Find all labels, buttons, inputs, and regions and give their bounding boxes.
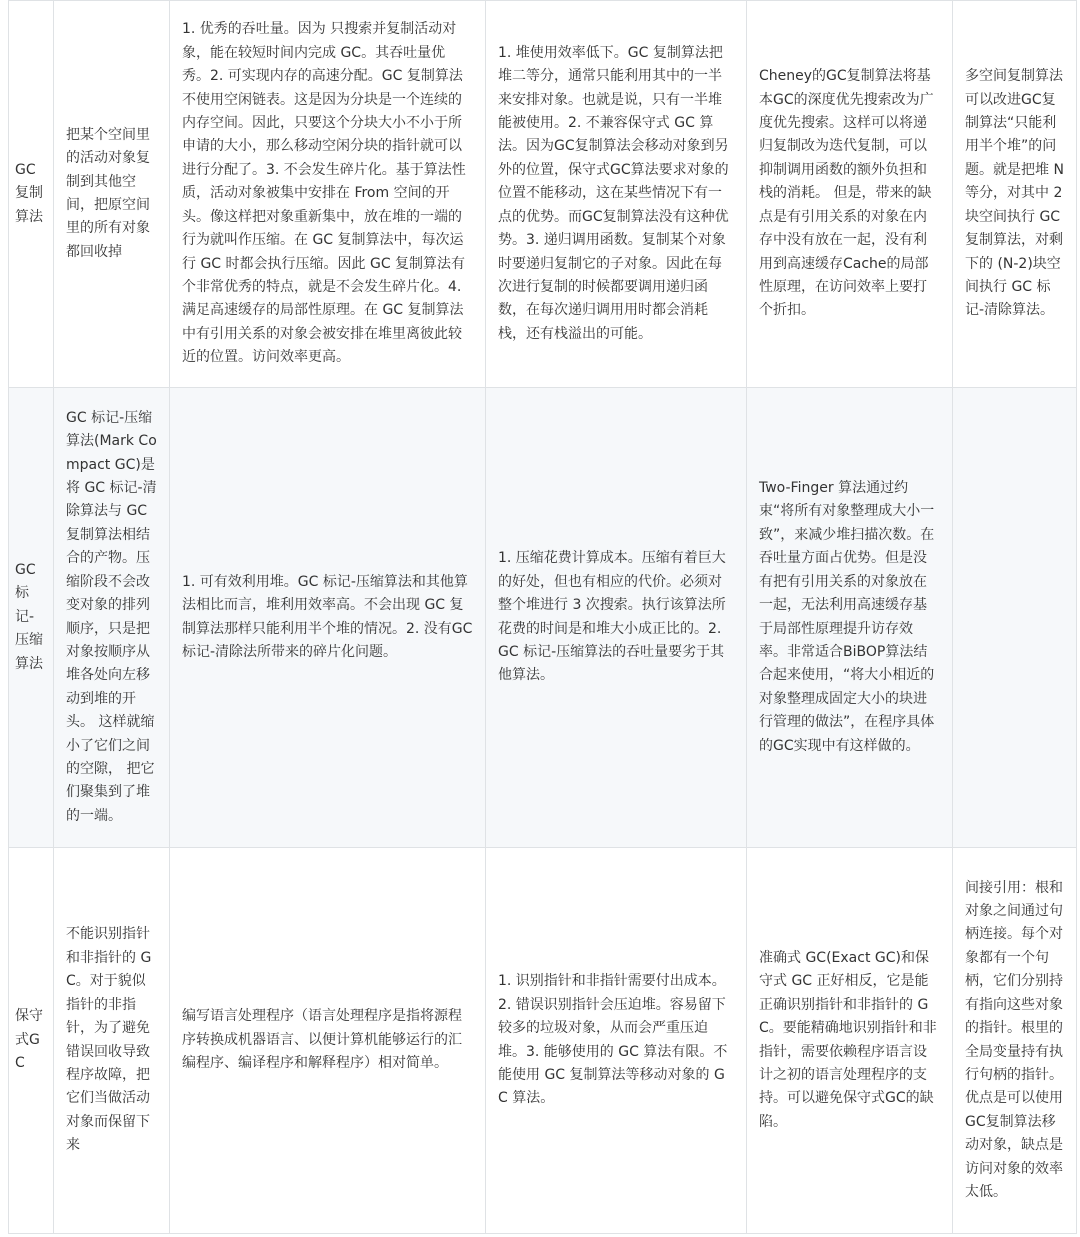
improvement-alt-cell: [953, 388, 1077, 848]
description-cell: GC 标记-压缩算法(Mark Compact GC)是将 GC 标记-清除算法与 GC 复制算法相结合的产物。压缩阶段不会改变对象的排列顺序，只是把对象按顺序从堆各处向左移动到堆的开头。 这样就缩小了它们之间的空隙， 把它们聚集到了堆的一端。: [54, 388, 170, 848]
improvement-alt-cell: 间接引用：根和对象之间通过句柄连接。每个对象都有一个句柄，它们分别持有指向这些对象的指针。根里的全局变量持有执行句柄的指针。优点是可以使用GC复制算法移动对象，缺点是访问对象的效率太低。: [953, 848, 1077, 1234]
improvement-cell: 准确式 GC(Exact GC)和保守式 GC 正好相反，它是能正确识别指针和非指针的 GC。要能精确地识别指针和非指针，需要依赖程序语言设计之初的语言处理程序的支持。可以避免保守式GC的缺陷。: [747, 848, 953, 1234]
improvement-cell: Two-Finger 算法通过约束“将所有对象整理成大小一致”，来减少堆扫描次数。在吞吐量方面占优势。但是没有把有引用关系的对象放在一起，无法利用高速缓存基于局部性原理提升访存效率。非常适合BiBOP算法结合起来使用，“将大小相近的对象整理成固定大小的块进行管理的做法”，在程序具体的GC实现中有这样做的。: [747, 388, 953, 848]
gc-algorithms-table: [8, 0, 1077, 1234]
advantages-cell: 1. 优秀的吞吐量。因为 只搜索并复制活动对象，能在较短时间内完成 GC。其吞吐量优秀。2. 可实现内存的高速分配。GC 复制算法不使用空闲链表。这是因为分块是一个连续的内存空间。因此，只要这个分块大小不小于所申请的大小，那么移动空闲分块的指针就可以进行分配了。3. 不会发生碎片化。基于算法性质，活动对象被集中安排在 From 空间的开头。像这样把对象重新集中，放在堆的一端的行为就叫作压缩。在 GC 复制算法中，每次运行 GC 时都会执行压缩。因此 GC 复制算法有个非常优秀的特点，就是不会发生碎片化。4. 满足高速缓存的局部性原理。在 GC 复制算法中有引用关系的对象会被安排在堆里离彼此较近的位置。访问效率更高。: [170, 1, 486, 388]
advantages-cell: 1. 可有效利用堆。GC 标记-压缩算法和其他算法相比而言，堆利用效率高。不会出现 GC 复制算法那样只能利用半个堆的情况。2. 没有GC标记-清除法所带来的碎片化问题。: [170, 388, 486, 848]
advantages-cell: 编写语言处理程序（语言处理程序是指将源程序转换成机器语言、以便计算机能够运行的汇编程序、编译程序和解释程序）相对简单。: [170, 848, 486, 1234]
table-row: [9, 1, 1077, 388]
disadvantages-cell: 1. 压缩花费计算成本。压缩有着巨大的好处，但也有相应的代价。必须对整个堆进行 3 次搜索。执行该算法所花费的时间是和堆大小成正比的。2. GC 标记-压缩算法的吞吐量要劣于其他算法。: [486, 388, 747, 848]
disadvantages-cell: 1. 识别指针和非指针需要付出成本。2. 错误识别指针会压迫堆。容易留下较多的垃圾对象，从而会严重压迫堆。3. 能够使用的 GC 算法有限。不能使用 GC 复制算法等移动对象的 GC 算法。: [486, 848, 747, 1234]
description-cell: 不能识别指针和非指针的 GC。对于貌似指针的非指针，为了避免错误回收导致程序故障，把它们当做活动对象而保留下来: [54, 848, 170, 1234]
disadvantages-cell: 1. 堆使用效率低下。GC 复制算法把堆二等分，通常只能利用其中的一半来安排对象。也就是说，只有一半堆能被使用。2. 不兼容保守式 GC 算法。因为GC复制算法会移动对象到另外的位置，保守式GC算法要求对象的位置不能移动，这在某些情况下有一点的优势。而GC复制算法没有这种优势。3. 递归调用函数。复制某个对象时要递归复制它的子对象。因此在每次进行复制的时候都要调用递归函数，在每次递归调用用时都会消耗栈，还有栈溢出的可能。: [486, 1, 747, 388]
description-cell: 把某个空间里的活动对象复制到其他空间，把原空间里的所有对象都回收掉: [54, 1, 170, 388]
improvement-alt-cell: 多空间复制算法可以改进GC复制算法“只能利用半个堆”的问题。就是把堆 N 等分，对其中 2 块空间执行 GC 复制算法，对剩下的 (N-2)块空间执行 GC 标记-清除算法。: [953, 1, 1077, 388]
table-row: [9, 848, 1077, 1234]
table-row: [9, 388, 1077, 848]
algorithm-name-cell: GC标记-压缩算法: [9, 388, 54, 848]
algorithm-name-cell: GC复制算法: [9, 1, 54, 388]
improvement-cell: Cheney的GC复制算法将基本GC的深度优先搜索改为广度优先搜索。这样可以将递归复制改为迭代复制，可以抑制调用函数的额外负担和栈的消耗。 但是，带来的缺点是有引用关系的对象在内存中没有放在一起，没有利用到高速缓存Cache的局部性原理，在访问效率上要打个折扣。: [747, 1, 953, 388]
algorithm-name-cell: 保守式GC: [9, 848, 54, 1234]
